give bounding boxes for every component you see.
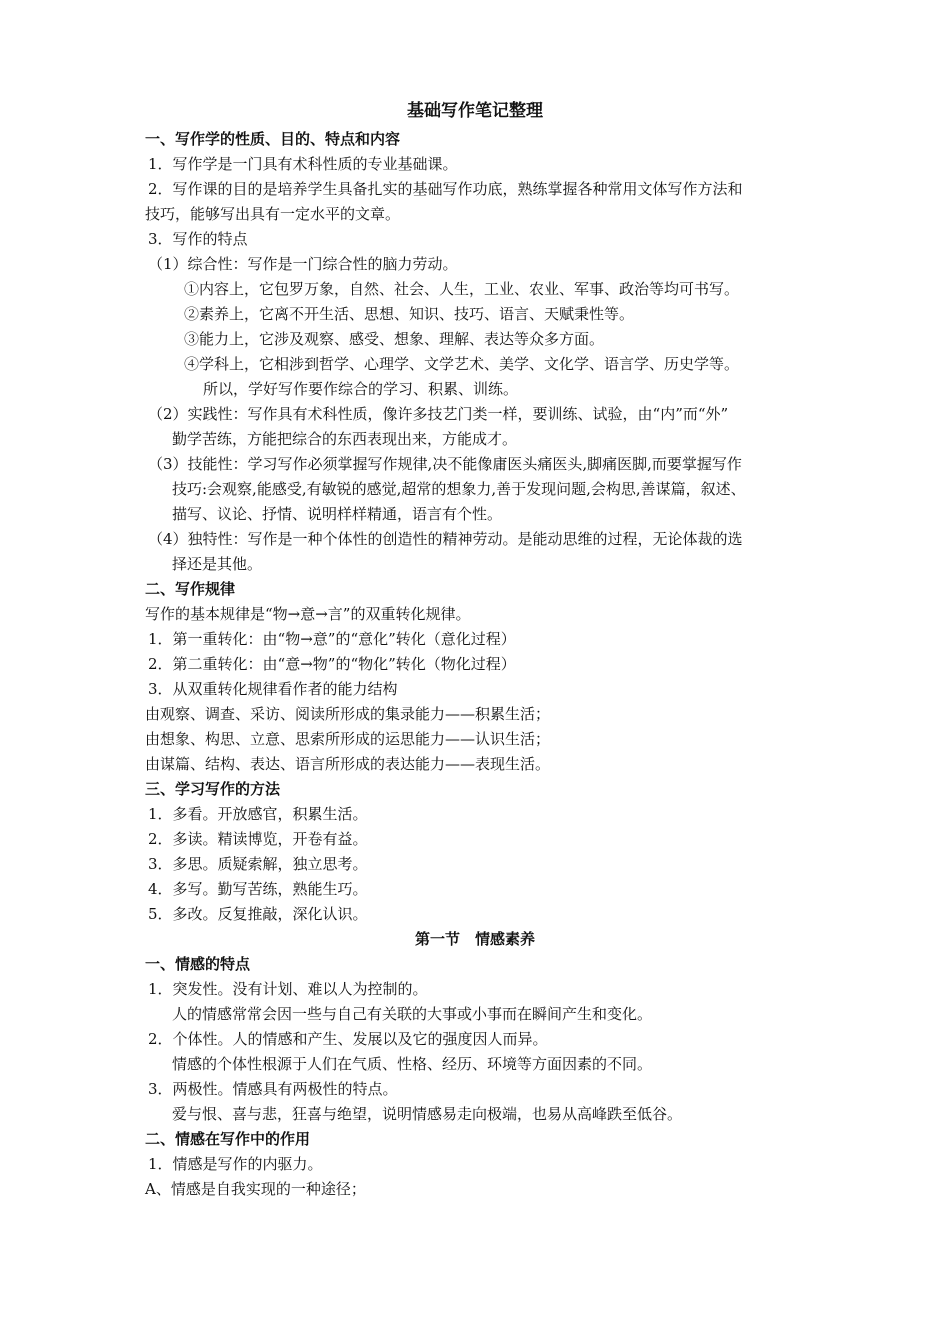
paragraph: ①内容上，它包罗万象，自然、社会、人生，工业、农业、军事、政治等均可书写。 <box>184 280 740 298</box>
paragraph: 写作的基本规律是“物→意→言”的双重转化规律。 <box>145 605 471 623</box>
paragraph: 择还是其他。 <box>172 555 263 573</box>
paragraph: （3）技能性：学习写作必须掌握写作规律,决不能像庸医头痛医头,脚痛医脚,而要掌握写作 <box>148 455 742 473</box>
paragraph: 人的情感常常会因一些与自己有关联的大事或小事而在瞬间产生和变化。 <box>172 1005 653 1023</box>
list-item: 1．多看。开放感官，积累生活。 <box>148 805 368 823</box>
page-title: 基础写作笔记整理 <box>407 101 543 121</box>
paragraph: 技巧:会观察,能感受,有敏锐的感觉,超常的想象力,善于发现问题,会构思,善谋篇，叙述、 <box>172 480 746 498</box>
section-heading: 一、写作学的性质、目的、特点和内容 <box>145 130 401 148</box>
paragraph: 1．第一重转化：由“物→意”的“意化”转化（意化过程） <box>148 630 516 648</box>
paragraph: A、情感是自我实现的一种途径； <box>145 1180 366 1198</box>
paragraph: （1）综合性：写作是一门综合性的脑力劳动。 <box>148 255 458 273</box>
paragraph: 3．两极性。情感具有两极性的特点。 <box>148 1080 398 1098</box>
paragraph: ③能力上，它涉及观察、感受、想象、理解、表达等众多方面。 <box>184 330 605 348</box>
paragraph: （2）实践性：写作具有术科性质，像许多技艺门类一样，要训练、试验，由“内”而“外” <box>148 405 729 423</box>
paragraph: 技巧，能够写出具有一定水平的文章。 <box>145 205 401 223</box>
paragraph: 勤学苦练，方能把综合的东西表现出来，方能成才。 <box>172 430 518 448</box>
section-heading: 一、情感的特点 <box>145 955 251 973</box>
paragraph: 1．突发性。没有计划、难以人为控制的。 <box>148 980 428 998</box>
paragraph: 所以，学好写作要作综合的学习、积累、训练。 <box>203 380 519 398</box>
list-item: 5．多改。反复推敲，深化认识。 <box>148 905 368 923</box>
paragraph: 由观察、调查、采访、阅读所形成的集录能力——积累生活； <box>145 705 551 723</box>
paragraph: 由谋篇、结构、表达、语言所形成的表达能力——表现生活。 <box>145 755 551 773</box>
paragraph: 1．写作学是一门具有术科性质的专业基础课。 <box>148 155 458 173</box>
list-item: 2．多读。精读博览，开卷有益。 <box>148 830 368 848</box>
paragraph: 2．个体性。人的情感和产生、发展以及它的强度因人而异。 <box>148 1030 548 1048</box>
section-heading: 二、情感在写作中的作用 <box>145 1130 311 1148</box>
paragraph: （4）独特性：写作是一种个体性的创造性的精神劳动。是能动思维的过程，无论体裁的选 <box>148 530 743 548</box>
paragraph: 2．写作课的目的是培养学生具备扎实的基础写作功底，熟练掌握各种常用文体写作方法和 <box>148 180 743 198</box>
section-heading: 二、写作规律 <box>145 580 236 598</box>
paragraph: ④学科上，它相涉到哲学、心理学、文学艺术、美学、文化学、语言学、历史学等。 <box>184 355 740 373</box>
paragraph: 3．写作的特点 <box>148 230 248 248</box>
chapter-title: 第一节 情感素养 <box>414 930 535 948</box>
paragraph: 由想象、构思、立意、思索所形成的运思能力——认识生活； <box>145 730 551 748</box>
paragraph: 3．从双重转化规律看作者的能力结构 <box>148 680 398 698</box>
paragraph: ②素养上，它离不开生活、思想、知识、技巧、语言、天赋秉性等。 <box>184 305 635 323</box>
paragraph: 2．第二重转化：由“意→物”的“物化”转化（物化过程） <box>148 655 516 673</box>
list-item: 3．多思。质疑索解，独立思考。 <box>148 855 368 873</box>
paragraph: 爱与恨、喜与悲，狂喜与绝望，说明情感易走向极端，也易从高峰跌至低谷。 <box>172 1105 683 1123</box>
paragraph: 描写、议论、抒情、说明样样精通，语言有个性。 <box>172 505 503 523</box>
section-heading: 三、学习写作的方法 <box>145 780 281 798</box>
paragraph: 情感的个体性根源于人们在气质、性格、经历、环境等方面因素的不同。 <box>172 1055 653 1073</box>
list-item: 4．多写。勤写苦练，熟能生巧。 <box>148 880 368 898</box>
paragraph: 1．情感是写作的内驱力。 <box>148 1155 323 1173</box>
